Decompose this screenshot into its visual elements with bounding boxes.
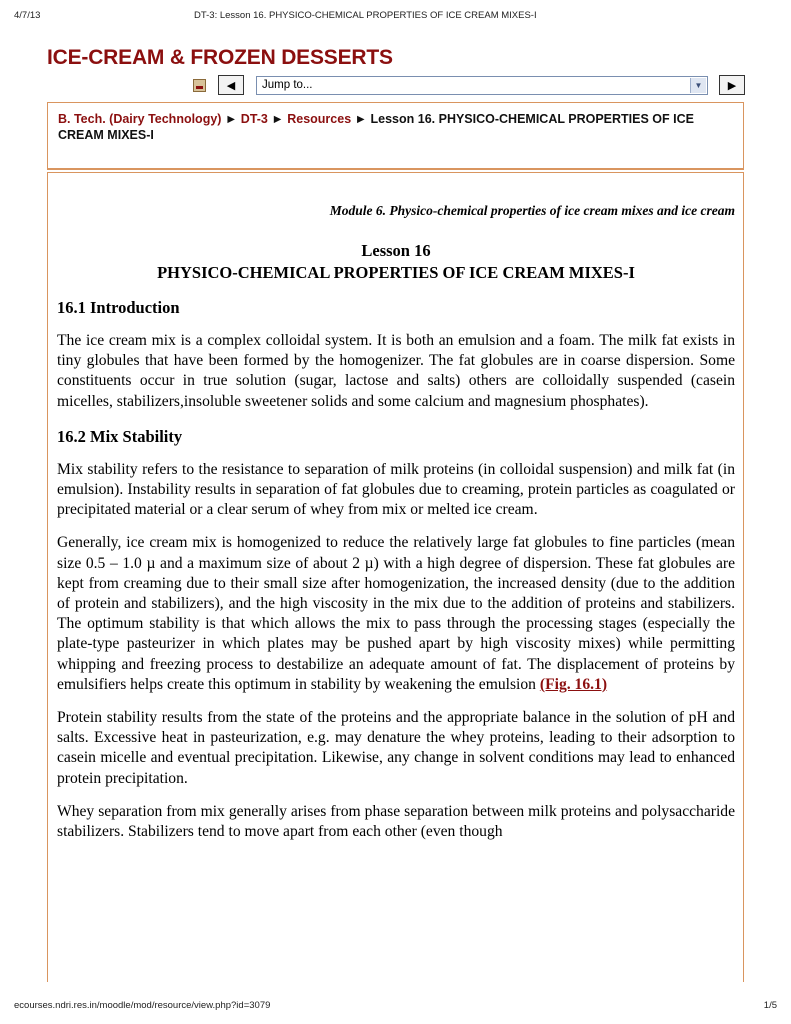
navigation-bar xyxy=(193,75,745,97)
previous-button[interactable]: ◀ xyxy=(218,75,244,95)
print-icon[interactable] xyxy=(193,79,206,92)
lesson-content xyxy=(48,203,743,842)
figure-link[interactable]: (Fig. 16.1) xyxy=(539,675,608,693)
print-page-number: 1/5 xyxy=(763,1000,777,1011)
content-panel xyxy=(47,172,744,982)
jump-to-label: Jump to... xyxy=(262,79,313,91)
print-date: 4/7/13 xyxy=(14,10,41,21)
breadcrumb-separator-icon: ► xyxy=(354,112,368,126)
breadcrumb-separator-icon: ► xyxy=(224,112,238,126)
module-title: Module 6. Physico-chemical properties of ice cream mixes and ice cream xyxy=(329,203,735,218)
print-url: ecourses.ndri.res.in/moodle/mod/resource/view.php?id=3079 xyxy=(14,1000,271,1011)
chevron-down-icon[interactable]: ▼ xyxy=(690,78,706,93)
print-header xyxy=(14,10,777,24)
jump-to-select[interactable] xyxy=(256,76,708,95)
paragraph-whey-separation: Whey separation from mix generally arises from phase separation between milk proteins and polysaccharide stabilizers. Stabilizers tend to move apart from each other (even though xyxy=(57,802,735,841)
breadcrumb-current: Lesson 16. PHYSICO-CHEMICAL PROPERTIES OF ICE CREAM MIXES-I xyxy=(58,112,694,142)
paragraph-protein-stability: Protein stability results from the state of the proteins and the appropriate balance in the solution of pH and salts. Excessive heat in pasteurization, e.g. may denature the whey proteins, leading to their adsorption to casein micelle and eventual precipitation. Likewise, any change in solvent conditions may lead to enhanced protein precipitation. xyxy=(57,709,735,787)
breadcrumb-link-resources[interactable]: Resources xyxy=(287,112,352,126)
breadcrumb-link-btech[interactable]: B. Tech. (Dairy Technology) xyxy=(58,112,222,126)
section-heading-introduction: 16.1 Introduction xyxy=(57,298,180,317)
lesson-title: PHYSICO-CHEMICAL PROPERTIES OF ICE CREAM MIXES-I xyxy=(157,263,635,282)
lesson-number: Lesson 16 xyxy=(361,241,431,260)
paragraph-introduction: The ice cream mix is a complex colloidal system. It is both an emulsion and a foam. The milk fat exists in tiny globules that have been formed by the homogenizer. The fat globules are in coarse dispersion. Some constituents occur in true solution (sugar, lactose and salts) others are colloidally suspended (casein micelles, stabilizers,insoluble sweetener solids and some calcium and magnesium phosphates). xyxy=(57,332,735,410)
breadcrumb xyxy=(47,102,744,170)
paragraph-mix-stability-1: Mix stability refers to the resistance to separation of milk proteins (in colloidal suspension) and milk fat (in emulsion). Instability results in separation of fat globules due to creaming, protein particles as coagulated or precipitated material or a clear serum of whey from mix or melted ice cream. xyxy=(57,460,735,519)
print-footer xyxy=(14,1000,777,1014)
site-title: ICE-CREAM & FROZEN DESSERTS xyxy=(47,46,393,69)
paragraph-mix-stability-2-text: Generally, ice cream mix is homogenized to reduce the relatively large fat globules to fine particles (mean size 0.5 – 1.0 µ and a maximum size of about 2 µ) with a high degree of dispersion. These fat globules are kept from creaming due to their small size after homogenization, the increased density (due to the addition of protein and stabilizers), and the high viscosity in the mix due to the addition of proteins and stabilizers. The optimum stability is that which allows the mix to pass through the processing stages (especially the plate-type pasteurizer in which plates may be pushed apart by high viscosity mixes) while permitting whipping and freezing process to destabilize an adequate amount of fat. The displacement of proteins by emulsifiers helps create this optimum in stability by weakening the emulsion xyxy=(57,534,735,693)
breadcrumb-link-dt3[interactable]: DT-3 xyxy=(240,112,268,126)
print-page-title: DT-3: Lesson 16. PHYSICO-CHEMICAL PROPERTIES OF ICE CREAM MIXES-I xyxy=(194,10,537,21)
next-button[interactable]: ▶ xyxy=(719,75,745,95)
section-heading-mix-stability: 16.2 Mix Stability xyxy=(57,426,183,446)
paragraph-mix-stability-2 xyxy=(57,533,735,695)
breadcrumb-separator-icon: ► xyxy=(271,112,284,126)
